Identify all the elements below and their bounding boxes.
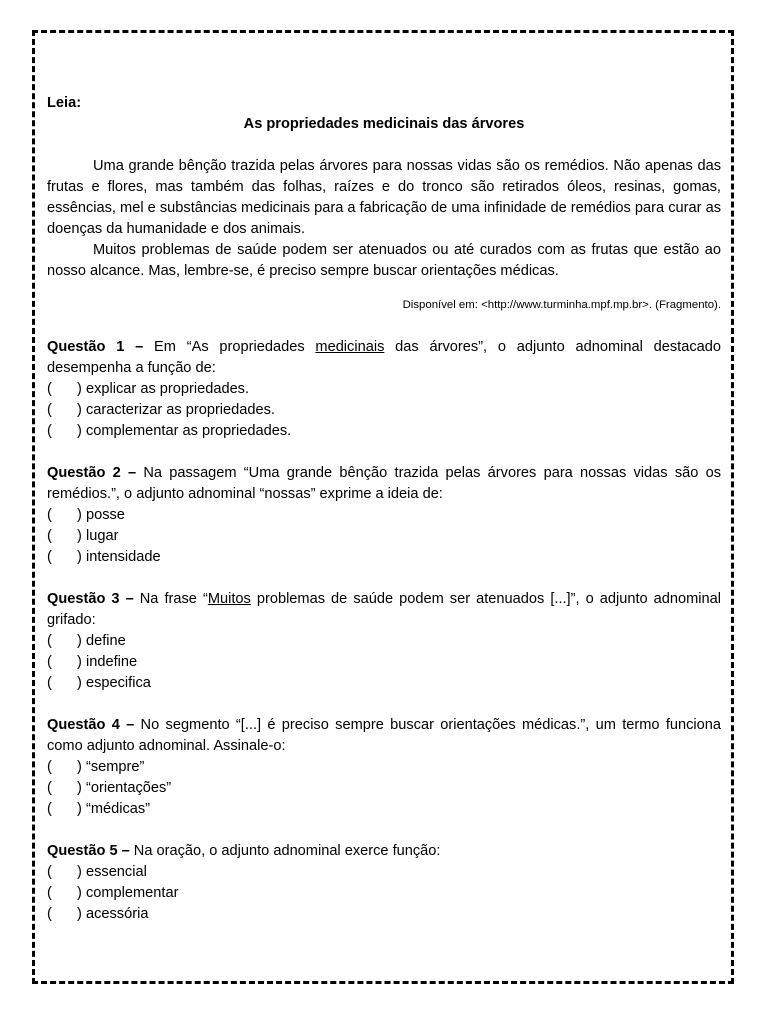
question-text-part: problemas de saúde podem ser atenuados [...]”, o adjunto adnominal grifado: xyxy=(47,591,722,628)
option-item[interactable]: ( ) indefine xyxy=(47,652,721,673)
option-item[interactable]: ( ) complementar as propriedades. xyxy=(47,421,721,442)
option-label: essencial xyxy=(85,864,147,880)
question-4 xyxy=(47,715,721,820)
answer-box[interactable]: ( xyxy=(47,633,52,649)
question-text-part: Em “As propriedades xyxy=(143,339,316,355)
question-text xyxy=(47,337,721,379)
answer-box[interactable]: ( xyxy=(47,549,52,565)
option-item[interactable]: ( ) caracterizar as propriedades. xyxy=(47,400,721,421)
option-item[interactable]: ( ) lugar xyxy=(47,526,721,547)
question-label: Questão 3 – xyxy=(47,591,134,607)
option-label: “orientações” xyxy=(85,780,172,796)
question-label: Questão 5 – xyxy=(47,843,130,859)
question-5 xyxy=(47,841,721,925)
option-item[interactable]: ( ) essencial xyxy=(47,862,721,883)
options-list xyxy=(47,505,721,568)
question-text xyxy=(47,841,721,862)
options-list xyxy=(47,631,721,694)
answer-box[interactable]: ( xyxy=(47,402,52,418)
worksheet-content xyxy=(47,93,721,946)
option-label: complementar xyxy=(85,885,179,901)
answer-box[interactable]: ( xyxy=(47,801,52,817)
option-item[interactable]: ( ) “sempre” xyxy=(47,757,721,778)
read-label: Leia: xyxy=(47,95,82,111)
answer-box[interactable]: ( xyxy=(47,528,52,544)
question-text xyxy=(47,715,721,757)
question-text xyxy=(47,589,721,631)
option-item[interactable]: ( ) “orientações” xyxy=(47,778,721,799)
option-label: caracterizar as propriedades. xyxy=(85,402,275,418)
text-paragraph-1: Uma grande bênção trazida pelas árvores para nossas vidas são os remédios. Não apenas das frutas e flores, mas também das folhas, raízes e do tronco são retirados óleos, resinas, gomas, essências, mel e substâncias medicinais para a fabricação de uma infinidade de remédios para curar as doenças da humanidade e dos animais. xyxy=(47,158,721,237)
underlined-term: Muitos xyxy=(207,591,251,607)
question-label: Questão 4 – xyxy=(47,717,135,733)
option-label: indefine xyxy=(85,654,138,670)
option-item[interactable]: ( ) posse xyxy=(47,505,721,526)
question-1 xyxy=(47,337,721,442)
question-2 xyxy=(47,463,721,568)
answer-box[interactable]: ( xyxy=(47,885,52,901)
question-text-part: Na oração, o adjunto adnominal exerce função: xyxy=(129,843,441,859)
option-label: posse xyxy=(85,507,125,523)
options-list xyxy=(47,757,721,820)
answer-box[interactable]: ( xyxy=(47,381,52,397)
answer-box[interactable]: ( xyxy=(47,675,52,691)
option-item[interactable]: ( ) intensidade xyxy=(47,547,721,568)
option-item[interactable]: ( ) “médicas” xyxy=(47,799,721,820)
option-label: explicar as propriedades. xyxy=(85,381,250,397)
option-label: “sempre” xyxy=(85,759,145,775)
question-text-part: Na passagem “Uma grande bênção trazida pelas árvores para nossas vidas são os remédios.”, o adjunto adnominal “nossas” exprime a ideia de: xyxy=(47,465,721,502)
text-paragraph-2: Muitos problemas de saúde podem ser atenuados ou até curados com as frutas que estão ao nosso alcance. Mas, lembre-se, é preciso sempre buscar orientações médicas. xyxy=(47,242,721,279)
option-item[interactable]: ( ) acessória xyxy=(47,904,721,925)
options-list xyxy=(47,379,721,442)
option-label: acessória xyxy=(85,906,149,922)
source-citation: Disponível em: <http://www.turminha.mpf.mp.br>. (Fragmento). xyxy=(402,299,721,311)
question-label: Questão 2 – xyxy=(47,465,137,481)
underlined-term: medicinais xyxy=(315,339,385,355)
question-label: Questão 1 – xyxy=(47,339,144,355)
answer-box[interactable]: ( xyxy=(47,780,52,796)
option-label: define xyxy=(85,633,126,649)
option-label: lugar xyxy=(85,528,119,544)
option-label: especifica xyxy=(85,675,151,691)
question-text-part: das árvores”, o adjunto adnominal destacado desempenha a função de: xyxy=(47,339,721,376)
answer-box[interactable]: ( xyxy=(47,654,52,670)
option-item[interactable]: ( ) especifica xyxy=(47,673,721,694)
option-label: intensidade xyxy=(85,549,161,565)
option-item[interactable]: ( ) explicar as propriedades. xyxy=(47,379,721,400)
question-text-part: No segmento “[...] é preciso sempre buscar orientações médicas.”, um termo funciona como adjunto adnominal. Assinale-o: xyxy=(47,717,722,754)
answer-box[interactable]: ( xyxy=(47,423,52,439)
option-label: “médicas” xyxy=(85,801,151,817)
question-text xyxy=(47,463,721,505)
question-3 xyxy=(47,589,721,694)
question-text-part: Na frase “ xyxy=(133,591,208,607)
options-list xyxy=(47,862,721,925)
answer-box[interactable]: ( xyxy=(47,906,52,922)
text-title: As propriedades medicinais das árvores xyxy=(243,116,525,132)
answer-box[interactable]: ( xyxy=(47,759,52,775)
option-label: complementar as propriedades. xyxy=(85,423,292,439)
option-item[interactable]: ( ) complementar xyxy=(47,883,721,904)
option-item[interactable]: ( ) define xyxy=(47,631,721,652)
answer-box[interactable]: ( xyxy=(47,507,52,523)
answer-box[interactable]: ( xyxy=(47,864,52,880)
